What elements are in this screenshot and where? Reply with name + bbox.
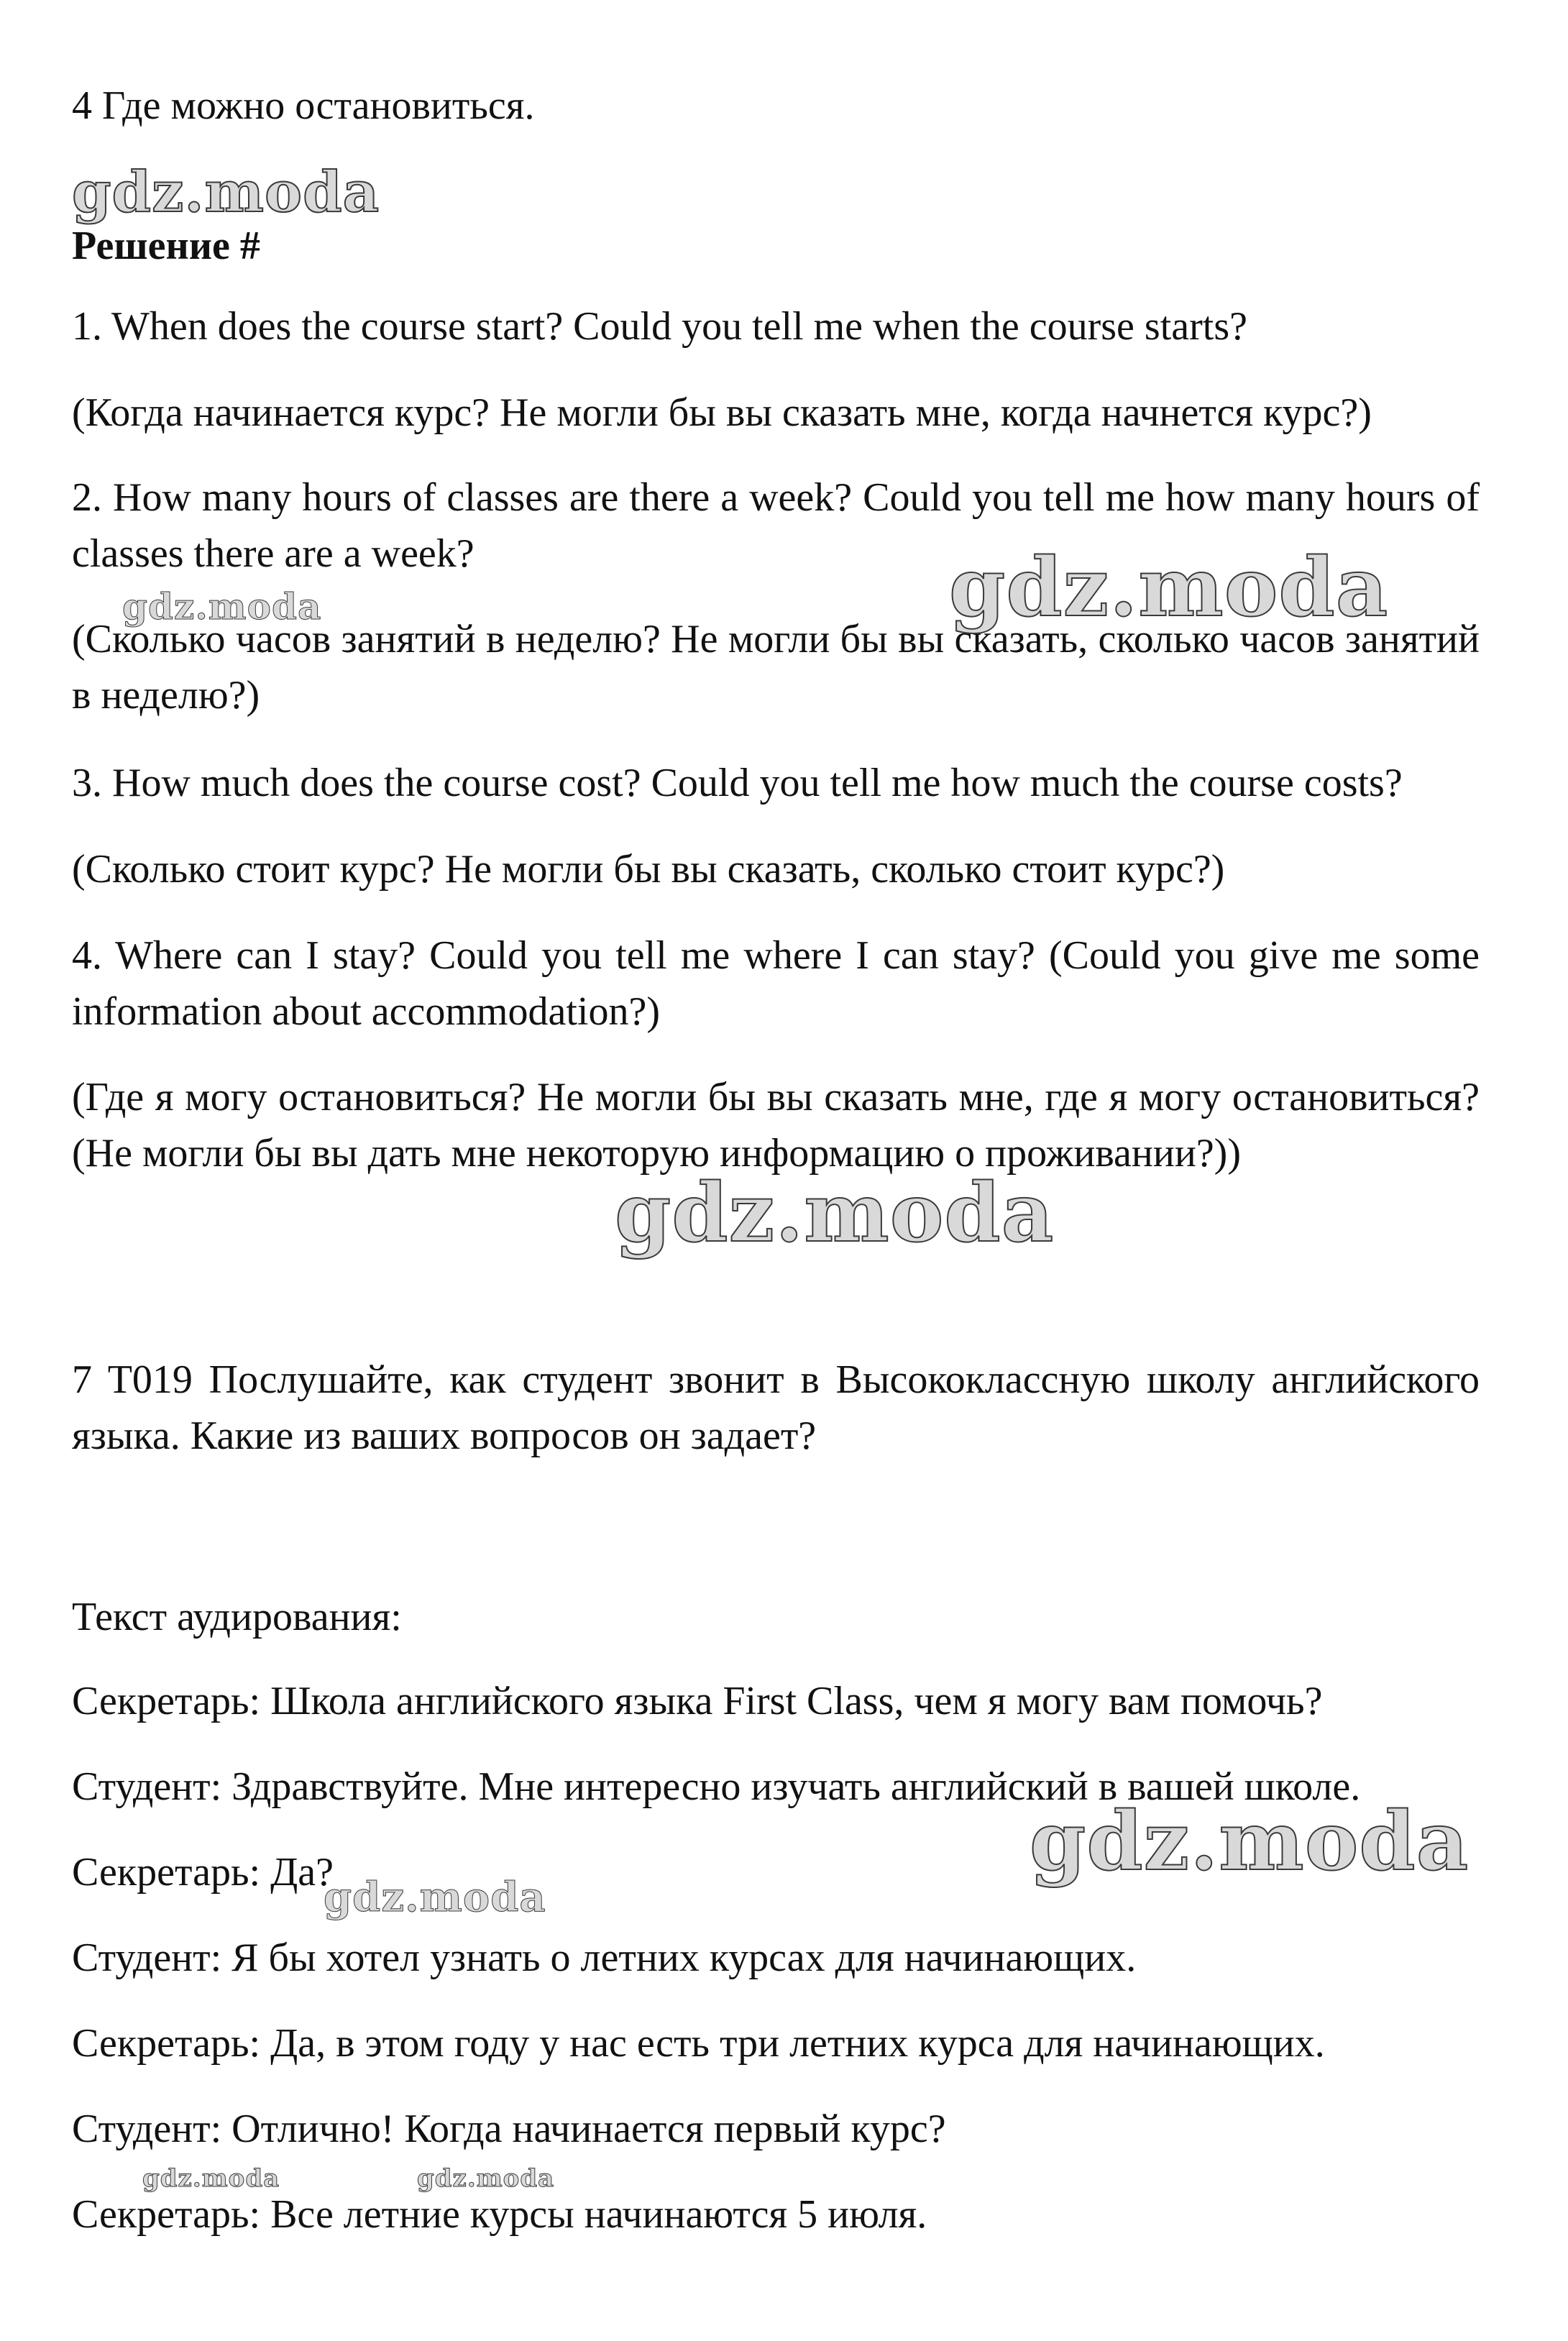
- dialogue-line: Студент: Отлично! Когда начинается первый курс?: [72, 2107, 946, 2151]
- transcript-label: Текст аудирования:: [72, 1595, 402, 1639]
- watermark-logo: gdz.moda: [324, 1874, 546, 1921]
- watermark-logo: gdz.moda: [615, 1166, 1055, 1260]
- watermark-logo: gdz.moda: [417, 2164, 555, 2193]
- dialogue-line: Секретарь: Все летние курсы начинаются 5 июля.: [72, 2192, 927, 2237]
- answer-4-english: 4. Where can I stay? Could you tell me where I can stay? (Could you give me some information about accommodation?): [72, 933, 1480, 1034]
- watermark-logo: gdz.moda: [142, 2164, 280, 2193]
- task-7-heading: 7 T019 Послушайте, как студент звонит в Высококлассную школу английского языка. Какие из ваших вопросов он задает?: [72, 1357, 1480, 1458]
- answer-3-english: 3. How much does the course cost? Could you tell me how much the course costs?: [72, 761, 1403, 805]
- dialogue-line: Секретарь: Да?: [72, 1850, 334, 1895]
- watermark-logo: gdz.moda: [72, 160, 380, 225]
- watermark-logo: gdz.moda: [122, 585, 322, 628]
- answer-1-english: 1. When does the course start? Could you tell me when the course starts?: [72, 304, 1247, 349]
- task-4-heading: 4 Где можно остановиться.: [72, 83, 535, 128]
- answer-3-russian: (Сколько стоит курс? Не могли бы вы сказать, сколько стоит курс?): [72, 847, 1225, 892]
- dialogue-line: Студент: Я бы хотел узнать о летних курсах для начинающих.: [72, 1935, 1137, 1980]
- answer-2-english: 2. How many hours of classes are there a week? Could you tell me how many hours of classes there are a week?: [72, 475, 1480, 576]
- dialogue-line: Студент: Здравствуйте. Мне интересно изучать английский в вашей школе.: [72, 1764, 1361, 1809]
- answer-1-russian: (Когда начинается курс? Не могли бы вы сказать мне, когда начнется курс?): [72, 390, 1372, 435]
- answer-2-russian: (Сколько часов занятий в неделю? Не могли бы вы сказать, сколько часов занятий в неделю?): [72, 617, 1480, 718]
- watermark-logo: gdz.moda: [1030, 1795, 1470, 1889]
- dialogue-line: Секретарь: Да, в этом году у нас есть три летних курса для начинающих.: [72, 2021, 1325, 2066]
- answer-4-russian: (Где я могу остановиться? Не могли бы вы сказать мне, где я могу остановиться? (Не могли бы вы дать мне некоторую информацию о проживании?)): [72, 1075, 1480, 1176]
- watermark-logo: gdz.moda: [949, 541, 1389, 635]
- solution-label: Решение #: [72, 224, 260, 268]
- dialogue-line: Секретарь: Школа английского языка First Class, чем я могу вам помочь?: [72, 1679, 1323, 1723]
